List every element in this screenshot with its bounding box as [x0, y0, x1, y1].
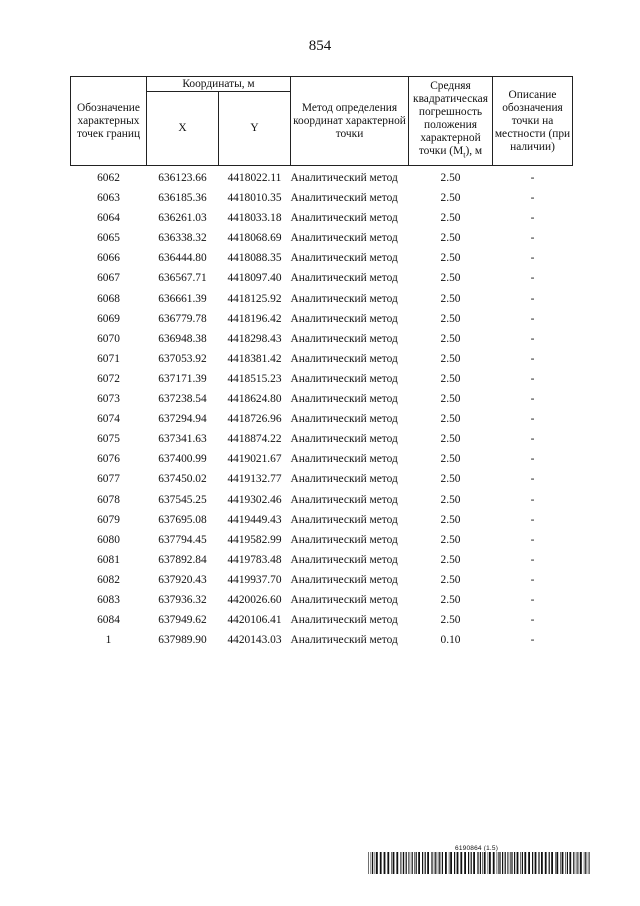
- header-error: [409, 77, 493, 166]
- cell-y: 4418515.23: [227, 372, 282, 385]
- cell-x: 637171.39: [158, 372, 207, 385]
- cell-method: Аналитический метод: [290, 272, 398, 285]
- cell-y: 4418088.35: [227, 252, 282, 265]
- barcode-bar: [577, 852, 578, 874]
- cell-error: 2.50: [440, 473, 461, 486]
- barcode-bar: [567, 852, 568, 874]
- cell-y: 4418125.92: [227, 292, 282, 305]
- cell-error: 2.50: [440, 493, 461, 506]
- cell-error: 2.50: [440, 372, 461, 385]
- cell-error: 2.50: [440, 352, 461, 365]
- barcode-bar: [505, 852, 506, 874]
- cell-error: 2.50: [440, 614, 461, 627]
- barcode-bar: [535, 852, 537, 874]
- table-row: [71, 550, 573, 570]
- header-method: Метод определения координат характерной точки: [291, 77, 409, 166]
- cell-x: 636567.71: [158, 272, 207, 285]
- barcode-bar: [414, 852, 415, 874]
- cell-method: Аналитический метод: [290, 413, 398, 426]
- cell-point-id: 6073: [97, 393, 120, 406]
- cell-method: Аналитический метод: [290, 513, 398, 526]
- barcode-bar: [482, 852, 483, 874]
- barcode-bar: [403, 852, 404, 874]
- barcode-bar: [384, 852, 386, 874]
- cell-error: 2.50: [440, 232, 461, 245]
- barcode-bar: [488, 852, 489, 874]
- cell-error: 2.50: [440, 252, 461, 265]
- cell-description: -: [530, 634, 535, 647]
- barcode-bar: [427, 852, 429, 874]
- cell-y: 4419449.43: [227, 513, 282, 526]
- cell-description: -: [530, 232, 535, 245]
- table-row: [71, 570, 573, 590]
- cell-description: -: [530, 272, 535, 285]
- cell-description: -: [530, 252, 535, 265]
- cell-error: 2.50: [440, 212, 461, 225]
- cell-y: 4418726.96: [227, 413, 282, 426]
- cell-method: Аналитический метод: [290, 393, 398, 406]
- cell-y: 4419302.46: [227, 493, 282, 506]
- cell-y: 4419132.77: [227, 473, 282, 486]
- cell-x: 637545.25: [158, 493, 207, 506]
- header-error-sub: t: [463, 150, 466, 160]
- barcode-bar: [442, 852, 443, 874]
- barcode-bar: [445, 852, 447, 874]
- cell-x: 637920.43: [158, 573, 207, 586]
- cell-method: Аналитический метод: [290, 352, 398, 365]
- cell-point-id: 6078: [97, 493, 120, 506]
- cell-method: Аналитический метод: [290, 553, 398, 566]
- cell-x: 637949.62: [158, 614, 207, 627]
- cell-point-id: 6081: [97, 553, 120, 566]
- table-row: [71, 208, 573, 228]
- barcode-bar: [402, 852, 403, 874]
- cell-description: -: [530, 513, 535, 526]
- barcode-bar: [502, 852, 503, 874]
- cell-error: 2.50: [440, 332, 461, 345]
- barcode-bar: [538, 852, 539, 874]
- barcode-bar: [507, 852, 508, 874]
- barcode-bar: [528, 852, 530, 874]
- barcode-bar: [576, 852, 577, 874]
- barcode-bar: [489, 852, 491, 874]
- barcode-bar: [484, 852, 486, 874]
- barcode-bar: [376, 852, 378, 874]
- cell-description: -: [530, 453, 535, 466]
- cell-error: 2.50: [440, 272, 461, 285]
- cell-error: 2.50: [440, 453, 461, 466]
- table-row: [71, 329, 573, 349]
- cell-error: 2.50: [440, 553, 461, 566]
- barcode-bar: [585, 852, 586, 874]
- cell-error: 2.50: [440, 573, 461, 586]
- cell-method: Аналитический метод: [290, 372, 398, 385]
- barcode-bar: [400, 852, 401, 874]
- cell-point-id: 6072: [97, 372, 120, 385]
- table-row: [71, 429, 573, 449]
- cell-error: 2.50: [440, 192, 461, 205]
- barcode-bar: [425, 852, 426, 874]
- table-row: [71, 449, 573, 469]
- table-row: [71, 349, 573, 369]
- cell-point-id: 6064: [97, 212, 120, 225]
- header-x: X: [147, 92, 219, 166]
- barcode-bar: [406, 852, 407, 874]
- cell-error: 2.50: [440, 172, 461, 184]
- barcode-bar: [497, 852, 498, 874]
- barcode-icon: [368, 852, 590, 874]
- barcode-bar: [473, 852, 475, 874]
- barcode-bar: [431, 852, 432, 874]
- page-number: 854: [308, 38, 332, 54]
- table-row: [71, 188, 573, 208]
- cell-x: 637936.32: [158, 593, 207, 606]
- cell-description: -: [530, 593, 535, 606]
- barcode-bar: [371, 852, 372, 874]
- cell-error: 2.50: [440, 413, 461, 426]
- barcode-bar: [468, 852, 469, 874]
- barcode-bar: [498, 852, 499, 874]
- cell-x: 637892.84: [158, 553, 207, 566]
- barcode-bar: [522, 852, 523, 874]
- cell-point-id: 6066: [97, 252, 120, 265]
- cell-description: -: [530, 172, 535, 184]
- cell-y: 4418033.18: [227, 212, 282, 225]
- cell-y: 4419021.67: [227, 453, 282, 466]
- cell-description: -: [530, 212, 535, 225]
- cell-x: 637238.54: [158, 393, 207, 406]
- barcode-bar: [560, 852, 561, 874]
- cell-description: -: [530, 473, 535, 486]
- barcode-bar: [580, 852, 582, 874]
- cell-x: 637450.02: [158, 473, 207, 486]
- cell-point-id: 6068: [97, 292, 120, 305]
- cell-point-id: 6082: [97, 573, 120, 586]
- barcode-bar: [477, 852, 478, 874]
- cell-description: -: [530, 493, 535, 506]
- cell-error: 2.50: [440, 292, 461, 305]
- cell-point-id: 6065: [97, 232, 120, 245]
- cell-description: -: [530, 292, 535, 305]
- cell-description: -: [530, 433, 535, 446]
- header-coordinates: Координаты, м: [147, 77, 291, 92]
- cell-description: -: [530, 372, 535, 385]
- table-row: [71, 490, 573, 510]
- barcode-bar: [588, 852, 589, 874]
- cell-x: 636123.66: [158, 172, 207, 184]
- cell-description: -: [530, 573, 535, 586]
- cell-description: -: [530, 614, 535, 627]
- barcode-bar: [514, 852, 515, 874]
- barcode-bar: [556, 852, 558, 874]
- table-row: [71, 268, 573, 288]
- cell-y: 4419937.70: [227, 573, 282, 586]
- cell-description: -: [530, 553, 535, 566]
- coordinates-table: [70, 76, 573, 650]
- barcode-bar: [584, 852, 585, 874]
- cell-point-id: 6076: [97, 453, 120, 466]
- cell-y: 4418022.11: [227, 172, 282, 184]
- cell-point-id: 6083: [97, 593, 120, 606]
- cell-y: 4418068.69: [227, 232, 282, 245]
- barcode-bar: [471, 852, 472, 874]
- cell-method: Аналитический метод: [290, 172, 398, 184]
- header-error-suffix: ), м: [465, 145, 483, 158]
- cell-error: 2.50: [440, 393, 461, 406]
- table-row: [71, 369, 573, 389]
- barcode-bar: [396, 852, 398, 874]
- header-error-text: Средняя квадратическая погрешность положения характерной точки (M: [413, 80, 488, 158]
- barcode-bar: [375, 852, 376, 874]
- barcode-bar: [569, 852, 571, 874]
- cell-method: Аналитический метод: [290, 533, 398, 546]
- cell-description: -: [530, 332, 535, 345]
- cell-x: 637294.94: [158, 413, 207, 426]
- barcode-bar: [372, 852, 373, 874]
- cell-description: -: [530, 393, 535, 406]
- cell-error: 2.50: [440, 513, 461, 526]
- barcode-bar: [434, 852, 435, 874]
- barcode-bar: [517, 852, 519, 874]
- barcode-bar: [551, 852, 553, 874]
- cell-point-id: 6084: [97, 614, 120, 627]
- cell-y: 4418298.43: [227, 332, 282, 345]
- cell-x: 636261.03: [158, 212, 207, 225]
- cell-method: Аналитический метод: [290, 453, 398, 466]
- table-row: [71, 228, 573, 248]
- barcode-bar: [532, 852, 533, 874]
- barcode-bar: [454, 852, 455, 874]
- cell-method: Аналитический метод: [290, 593, 398, 606]
- cell-x: 636661.39: [158, 292, 207, 305]
- barcode-bar: [435, 852, 436, 874]
- cell-description: -: [530, 312, 535, 325]
- barcode-bar: [565, 852, 566, 874]
- cell-point-id: 6080: [97, 533, 120, 546]
- cell-method: Аналитический метод: [290, 312, 398, 325]
- barcode-bar: [541, 852, 543, 874]
- barcode-bar: [509, 852, 510, 874]
- barcode-bar: [439, 852, 440, 874]
- cell-error: 2.50: [440, 312, 461, 325]
- cell-description: -: [530, 413, 535, 426]
- barcode-bar: [416, 852, 417, 874]
- cell-y: 4418010.35: [227, 192, 282, 205]
- cell-point-id: 6071: [97, 352, 120, 365]
- table-row: [71, 469, 573, 489]
- cell-x: 636338.32: [158, 232, 207, 245]
- cell-y: 4418381.42: [227, 352, 282, 365]
- barcode-bar: [589, 852, 590, 874]
- cell-description: -: [530, 192, 535, 205]
- cell-method: Аналитический метод: [290, 433, 398, 446]
- cell-method: Аналитический метод: [290, 232, 398, 245]
- barcode-bar: [545, 852, 547, 874]
- table-row: [71, 289, 573, 309]
- barcode-bar: [393, 852, 395, 874]
- barcode-bar: [493, 852, 495, 874]
- barcode-bar: [555, 852, 556, 874]
- cell-y: 4420143.03: [227, 634, 282, 647]
- cell-point-id: 6063: [97, 192, 120, 205]
- cell-method: Аналитический метод: [290, 493, 398, 506]
- barcode-bar: [511, 852, 512, 874]
- table-body: [71, 166, 573, 651]
- cell-x: 637695.08: [158, 513, 207, 526]
- cell-method: Аналитический метод: [290, 634, 398, 647]
- barcode-bar: [438, 852, 439, 874]
- barcode-bar: [579, 852, 580, 874]
- table-row: [71, 610, 573, 630]
- cell-method: Аналитический метод: [290, 212, 398, 225]
- cell-x: 637794.45: [158, 533, 207, 546]
- barcode-bar: [457, 852, 459, 874]
- table-row: [71, 166, 573, 189]
- table-row: [71, 530, 573, 550]
- table-row: [71, 590, 573, 610]
- cell-point-id: 1: [105, 634, 112, 647]
- cell-x: 636948.38: [158, 332, 207, 345]
- header-y: Y: [219, 92, 291, 166]
- table-row: [71, 409, 573, 429]
- barcode-bar: [418, 852, 420, 874]
- barcode-bar: [387, 852, 389, 874]
- barcode-bar: [524, 852, 526, 874]
- cell-point-id: 6062: [97, 172, 120, 184]
- barcode-bar: [391, 852, 392, 874]
- barcode-bar: [573, 852, 574, 874]
- cell-point-id: 6077: [97, 473, 120, 486]
- cell-method: Аналитический метод: [290, 473, 398, 486]
- header-point: Обозначение характерных точек границ: [71, 77, 147, 166]
- header-description: Описание обозначения точки на местности (при наличии): [493, 77, 573, 166]
- cell-method: Аналитический метод: [290, 573, 398, 586]
- cell-y: 4418097.40: [227, 272, 282, 285]
- barcode-bar: [408, 852, 409, 874]
- barcode-bar: [478, 852, 479, 874]
- cell-error: 2.50: [440, 593, 461, 606]
- cell-description: -: [530, 352, 535, 365]
- barcode-bar: [562, 852, 564, 874]
- cell-x: 637341.63: [158, 433, 207, 446]
- barcode-bar: [480, 852, 481, 874]
- cell-method: Аналитический метод: [290, 252, 398, 265]
- barcode-bar: [460, 852, 462, 874]
- barcode-bar: [422, 852, 423, 874]
- barcode-bar: [549, 852, 550, 874]
- barcode-label: 6190864 (1.5): [455, 845, 499, 852]
- cell-error: 0.10: [440, 634, 461, 647]
- table-row: [71, 510, 573, 530]
- cell-point-id: 6067: [97, 272, 120, 285]
- cell-y: 4419582.99: [227, 533, 282, 546]
- cell-y: 4420026.60: [227, 593, 282, 606]
- barcode-bar: [410, 852, 411, 874]
- cell-x: 636779.78: [158, 312, 207, 325]
- barcode-bar: [449, 852, 450, 874]
- cell-method: Аналитический метод: [290, 192, 398, 205]
- barcode-bar: [432, 852, 433, 874]
- cell-y: 4420106.41: [227, 614, 282, 627]
- cell-x: 637053.92: [158, 352, 207, 365]
- cell-y: 4418874.22: [227, 433, 282, 446]
- barcode-bar: [499, 852, 500, 874]
- cell-point-id: 6079: [97, 513, 120, 526]
- barcode-bar: [520, 852, 521, 874]
- cell-y: 4418624.80: [227, 393, 282, 406]
- barcode-bar: [380, 852, 382, 874]
- barcode-bar: [510, 852, 511, 874]
- barcode-bar: [368, 852, 369, 874]
- barcode-bar: [464, 852, 466, 874]
- cell-point-id: 6070: [97, 332, 120, 345]
- cell-x: 637989.90: [158, 634, 207, 647]
- table-row: [71, 389, 573, 409]
- cell-point-id: 6075: [97, 433, 120, 446]
- cell-point-id: 6074: [97, 413, 120, 426]
- cell-method: Аналитический метод: [290, 614, 398, 627]
- cell-method: Аналитический метод: [290, 332, 398, 345]
- cell-point-id: 6069: [97, 312, 120, 325]
- barcode-bar: [412, 852, 413, 874]
- cell-description: -: [530, 533, 535, 546]
- cell-x: 636185.36: [158, 192, 207, 205]
- cell-y: 4418196.42: [227, 312, 282, 325]
- cell-error: 2.50: [440, 433, 461, 446]
- table-row: [71, 630, 573, 650]
- table-row: [71, 248, 573, 268]
- cell-method: Аналитический метод: [290, 292, 398, 305]
- cell-y: 4419783.48: [227, 553, 282, 566]
- table-row: [71, 309, 573, 329]
- cell-x: 637400.99: [158, 453, 207, 466]
- cell-x: 636444.80: [158, 252, 207, 265]
- barcode-bar: [450, 852, 452, 874]
- cell-error: 2.50: [440, 533, 461, 546]
